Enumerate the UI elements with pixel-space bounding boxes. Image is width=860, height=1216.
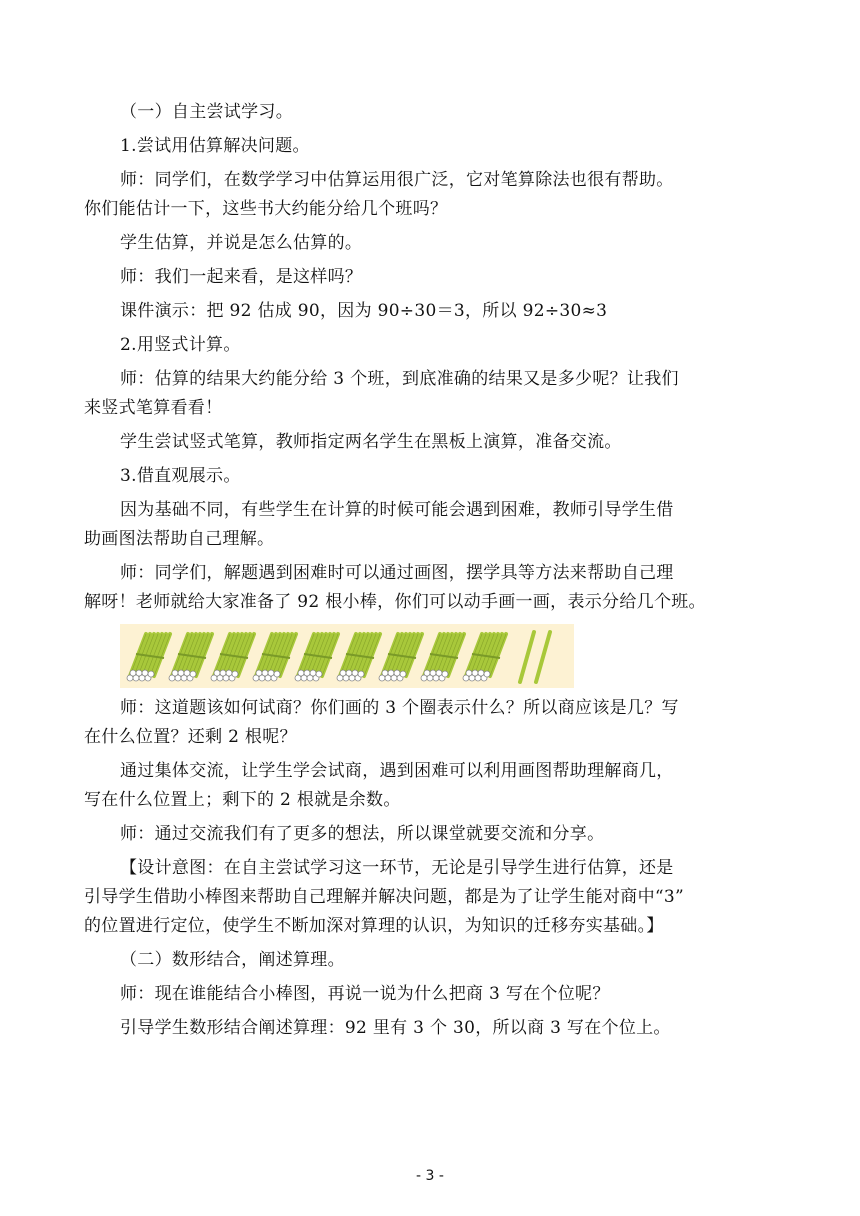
design-intent-line: 引导学生借助小棒图来帮助自己理解并解决问题，都是为了让学生能对商中“3” [84, 887, 684, 907]
page-number: - 3 - [416, 1168, 444, 1184]
paragraph-line: 写在什么位置上；剩下的 2 根就是余数。 [84, 790, 401, 810]
paragraph-line: 通过集体交流，让学生学会试商，遇到困难可以利用画图帮助理解商几， [120, 761, 674, 781]
paragraph-line: 师：估算的结果大约能分给 3 个班，到底准确的结果又是多少呢？让我们 [120, 369, 679, 389]
paragraph-line: 在什么位置？还剩 2 根呢？ [84, 727, 297, 747]
paragraph-line: 师：通过交流我们有了更多的想法，所以课堂就要交流和分享。 [120, 824, 605, 844]
stick-bundles-illustration [120, 624, 574, 688]
stick-bundle [169, 634, 212, 681]
single-stick [520, 632, 534, 682]
stick-bundle [337, 634, 380, 681]
single-stick [536, 632, 550, 682]
paragraph-line: 师：现在谁能结合小棒图，再说一说为什么把商 3 写在个位呢？ [120, 984, 610, 1004]
stick-bundle [379, 634, 422, 681]
paragraph-line: 课件演示：把 92 估成 90，因为 90÷30＝3，所以 92÷30≈3 [120, 301, 608, 321]
stick-bundle [463, 634, 506, 681]
stick-bundles-figure [120, 624, 574, 688]
document-body [84, 100, 784, 1050]
stick-bundle [127, 634, 170, 681]
paragraph-line: 师：同学们，在数学学习中估算运用很广泛，它对笔算除法也很有帮助。 [120, 170, 674, 190]
paragraph-line: 你们能估计一下，这些书大约能分给几个班吗？ [84, 199, 448, 219]
paragraph-line: 来竖式笔算看看！ [84, 398, 223, 418]
paragraph-line: 解呀！老师就给大家准备了 92 根小棒，你们可以动手画一画，表示分给几个班。 [84, 592, 706, 612]
section-heading-1: （一）自主尝试学习。 [120, 102, 293, 122]
paragraph-line: 因为基础不同，有些学生在计算的时候可能会遇到困难，教师引导学生借 [120, 500, 674, 520]
stick-bundle [421, 634, 464, 681]
paragraph-line: 学生尝试竖式笔算，教师指定两名学生在黑板上演算，准备交流。 [120, 432, 622, 452]
paragraph-line: 师：同学们，解题遇到困难时可以通过画图，摆学具等方法来帮助自己理 [120, 563, 674, 583]
stick-bundle [253, 634, 296, 681]
design-intent-line: 的位置进行定位，使学生不断加深对算理的认识，为知识的迁移夯实基础。】 [84, 916, 664, 936]
paragraph-line: 师：这道题该如何试商？你们画的 3 个圈表示什么？所以商应该是几？写 [120, 698, 679, 718]
paragraph-line: 引导学生数形结合阐述算理：92 里有 3 个 30，所以商 3 写在个位上。 [120, 1018, 671, 1038]
paragraph-line: 师：我们一起来看，是这样吗？ [120, 267, 363, 287]
design-intent-line: 【设计意图：在自主尝试学习这一环节，无论是引导学生进行估算，还是 [120, 858, 674, 878]
paragraph-line: 助画图法帮助自己理解。 [84, 529, 275, 549]
stick-bundle [211, 634, 254, 681]
section-heading-2: （二）数形结合，阐述算理。 [120, 950, 345, 970]
paragraph-line: 学生估算，并说是怎么估算的。 [120, 233, 363, 253]
subheading-estimate: 1.尝试用估算解决问题。 [120, 136, 310, 156]
subheading-vertical: 2.用竖式计算。 [120, 335, 241, 355]
subheading-visual: 3.借直观展示。 [120, 466, 241, 486]
stick-bundle [295, 634, 338, 681]
